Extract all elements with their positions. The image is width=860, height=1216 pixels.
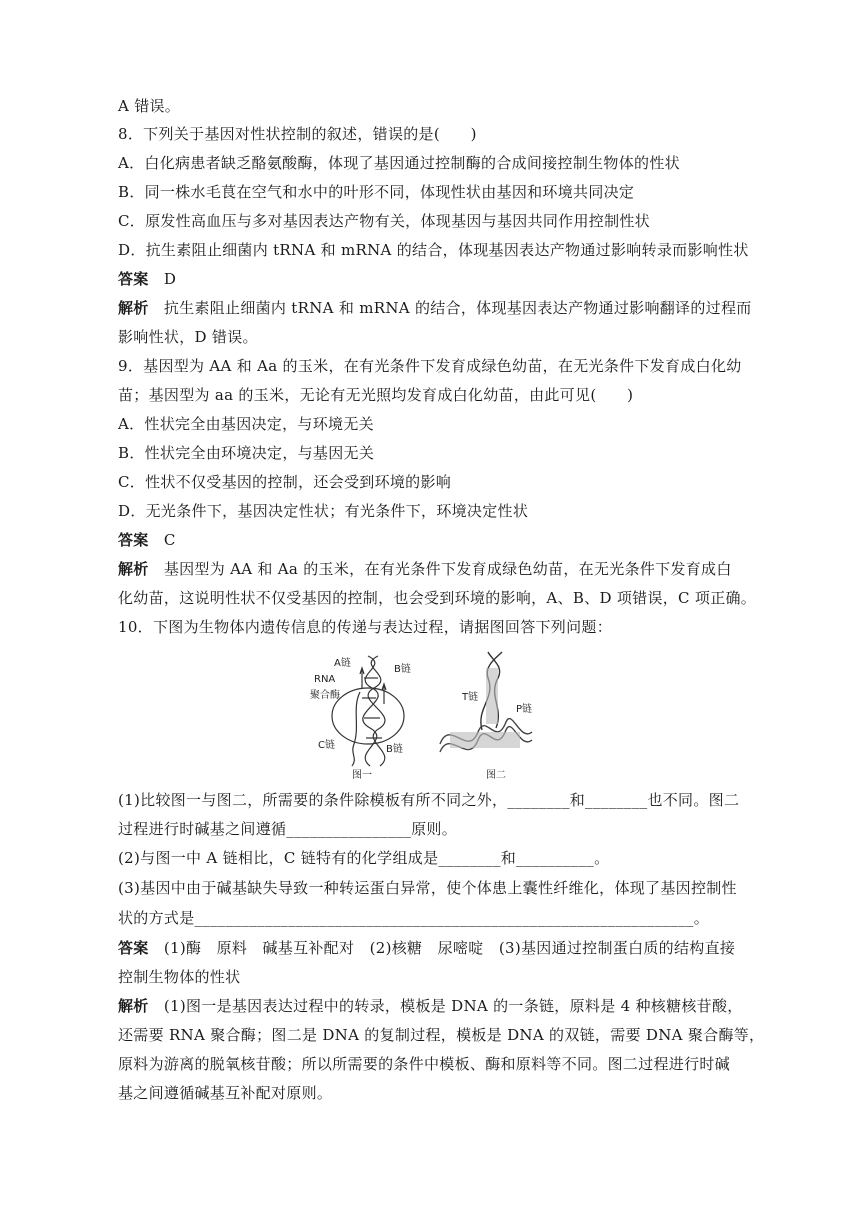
label-p-chain: P链 [516, 704, 533, 715]
figure-2-caption: 图二 [486, 770, 506, 781]
sub-question-3: (3)基因中由于碱基缺失导致一种转运蛋白异常，使个体患上囊性纤维化，体现了基因控制性 [118, 879, 737, 897]
answer-line [118, 938, 748, 958]
option-c: C．原发性高血压与多对基因表达产物有关，体现基因与基因共同作用控制性状 [118, 212, 650, 230]
analysis-line [118, 996, 748, 1016]
label-b-chain-bottom: B链 [386, 744, 403, 755]
answer-line [118, 269, 748, 289]
label-b-chain-top: B链 [394, 664, 411, 675]
option-a: A．性状完全由基因决定，与环境无关 [118, 415, 374, 433]
analysis-label: 解析 [118, 997, 149, 1015]
text-line: 影响性状，D 错误。 [118, 328, 258, 346]
analysis-label: 解析 [118, 299, 149, 317]
dna-figure [300, 648, 560, 780]
answer-line [118, 530, 748, 550]
analysis-text: (1)图一是基因表达过程中的转录，模板是 DNA 的一条链，原料是 4 种核糖核苷酸， [163, 997, 743, 1015]
analysis-label: 解析 [118, 560, 149, 578]
answer-value: (1)酶 原料 碱基互补配对 (2)核糖 尿嘧啶 (3)基因通过控制蛋白质的结构直接 [163, 939, 736, 957]
analysis-line [118, 559, 748, 579]
sub-question-1-cont: 过程进行时碱基之间遵循________________原则。 [118, 820, 458, 838]
label-a-chain: A链 [334, 658, 351, 669]
option-b: B．同一株水毛茛在空气和水中的叶形不同，体现性状由基因和环境共同决定 [118, 183, 635, 201]
label-rna-polymerase: RNA [314, 674, 336, 685]
text-line: 基之间遵循碱基互补配对原则。 [118, 1084, 333, 1102]
option-c: C．性状不仅受基因的控制，还会受到环境的影响 [118, 473, 452, 491]
question-9-stem-2: 苗；基因型为 aa 的玉米，无论有无光照均发育成白化幼苗，由此可见( ) [118, 386, 634, 404]
answer-value: D [163, 270, 177, 288]
answer-value: C [163, 531, 176, 549]
option-a: A．白化病患者缺乏酪氨酸酶，体现了基因通过控制酶的合成间接控制生物体的性状 [118, 154, 680, 172]
label-rna-polymerase: 聚合酶 [310, 690, 340, 701]
question-8-stem: 8．下列关于基因对性状控制的叙述，错误的是( ) [118, 125, 477, 143]
option-d: D．抗生素阻止细菌内 tRNA 和 mRNA 的结合，体现基因表达产物通过影响转录而影响性状 [118, 241, 749, 259]
question-10-stem: 10．下图为生物体内遗传信息的传递与表达过程，请据图回答下列问题： [118, 618, 612, 636]
option-b: B．性状完全由环境决定，与基因无关 [118, 444, 375, 462]
analysis-line [118, 298, 752, 318]
sub-question-1: (1)比较图一与图二，所需要的条件除模板有所不同之外，________和________也不同。图二 [118, 791, 740, 809]
text-line: A 错误。 [118, 97, 181, 115]
analysis-text: 抗生素阻止细菌内 tRNA 和 mRNA 的结合，体现基因表达产物通过影响翻译的过程而 [163, 299, 752, 317]
text-line: 原料为游离的脱氧核苷酸；所以所需要的条件中模板、酶和原料等不同。图二过程进行时碱 [118, 1055, 731, 1073]
label-t-chain: T链 [462, 692, 479, 703]
analysis-text: 基因型为 AA 和 Aa 的玉米，在有光条件下发育成绿色幼苗，在无光条件下发育成白 [163, 560, 732, 578]
answer-label: 答案 [118, 270, 149, 288]
question-9-stem: 9．基因型为 AA 和 Aa 的玉米，在有光条件下发育成绿色幼苗，在无光条件下发育成白化幼 [118, 357, 742, 375]
option-d: D．无光条件下，基因决定性状；有光条件下，环境决定性状 [118, 502, 529, 520]
text-line: 还需要 RNA 聚合酶；图二是 DNA 的复制过程，模板是 DNA 的双链，需要 DNA 聚合酶等， [118, 1026, 765, 1044]
answer-label: 答案 [118, 531, 149, 549]
sub-question-2: (2)与图一中 A 链相比，C 链特有的化学组成是________和__________。 [118, 849, 610, 867]
b-chain-strand [368, 656, 385, 766]
text-line: 化幼苗，这说明性状不仅受基因的控制，也会受到环境的影响，A、B、D 项错误，C 项正确。 [118, 589, 757, 607]
figure-1-caption: 图一 [352, 770, 372, 781]
c-chain-strand [352, 692, 360, 766]
a-chain-strand [363, 656, 378, 766]
answer-cont: 控制生物体的性状 [118, 968, 241, 986]
label-c-chain: C链 [318, 740, 335, 751]
answer-label: 答案 [118, 939, 149, 957]
sub-question-3-cont: 状的方式是________________________________________________________________。 [118, 909, 709, 927]
